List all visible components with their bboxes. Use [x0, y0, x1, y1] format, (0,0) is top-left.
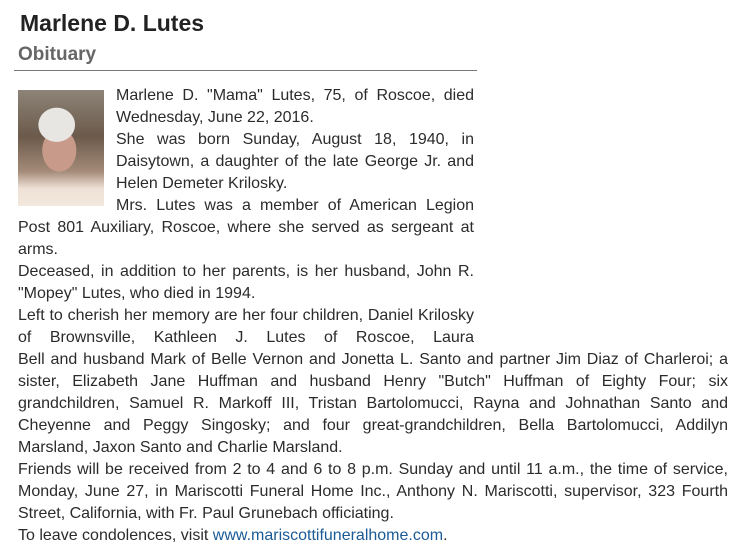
paragraph-death: Marlene D. "Mama" Lutes, 75, of Roscoe, died Wednesday, June 22, 2016.: [116, 87, 474, 126]
paragraph-condolences: [18, 525, 728, 547]
paragraph-survivors: Bell and husband Mark of Belle Vernon and Jonetta L. Santo and partner Jim Diaz of Charleroi; a sister, Elizabeth Jane Huffman and husband Henry "Butch" Huffman of Eighty Four; six grandchildren, Samuel R. Markoff III, Tristan Bartolomucci, Rayna and Johnathan Santo and Cheyenne and Peggy Singosky; and four great-grandchildren, Bella Bartolomucci, Addilyn Marsland, Jaxon Santo and Charlie Marsland.: [18, 351, 728, 456]
paragraph-membership: Mrs. Lutes was a member of American Legion Post 801 Auxiliary, Roscoe, where she served as sergeant at arms.: [18, 197, 474, 258]
paragraph-survivors-start: Left to cherish her memory are her four children, Daniel Krilosky of Brownsville, Kathleen J. Lutes of Roscoe, Laura: [18, 307, 474, 346]
paragraph-predeceased: Deceased, in addition to her parents, is her husband, John R. "Mopey" Lutes, who died in 1994.: [18, 263, 474, 302]
section-subtitle: Obituary: [18, 44, 97, 65]
paragraph-birth: She was born Sunday, August 18, 1940, in Daisytown, a daughter of the late George Jr. and Helen Demeter Krilosky.: [116, 131, 474, 192]
obituary-body-narrow: [18, 85, 474, 349]
obituary-body-wide: [18, 349, 728, 547]
divider: [14, 70, 477, 71]
paragraph-services: Friends will be received from 2 to 4 and 6 to 8 p.m. Sunday and until 11 a.m., the time of service, Monday, June 27, in Mariscotti Funeral Home Inc., Anthony N. Mariscotti, supervisor, 323 Fourth Street, California, with Fr. Paul Grunebach officiating.: [18, 461, 728, 522]
funeral-home-link[interactable]: www.mariscottifuneralhome.com: [212, 527, 444, 544]
condolences-period: .: [443, 527, 448, 544]
condolences-text: To leave condolences, visit: [18, 527, 213, 544]
page-title: Marlene D. Lutes: [20, 10, 205, 36]
